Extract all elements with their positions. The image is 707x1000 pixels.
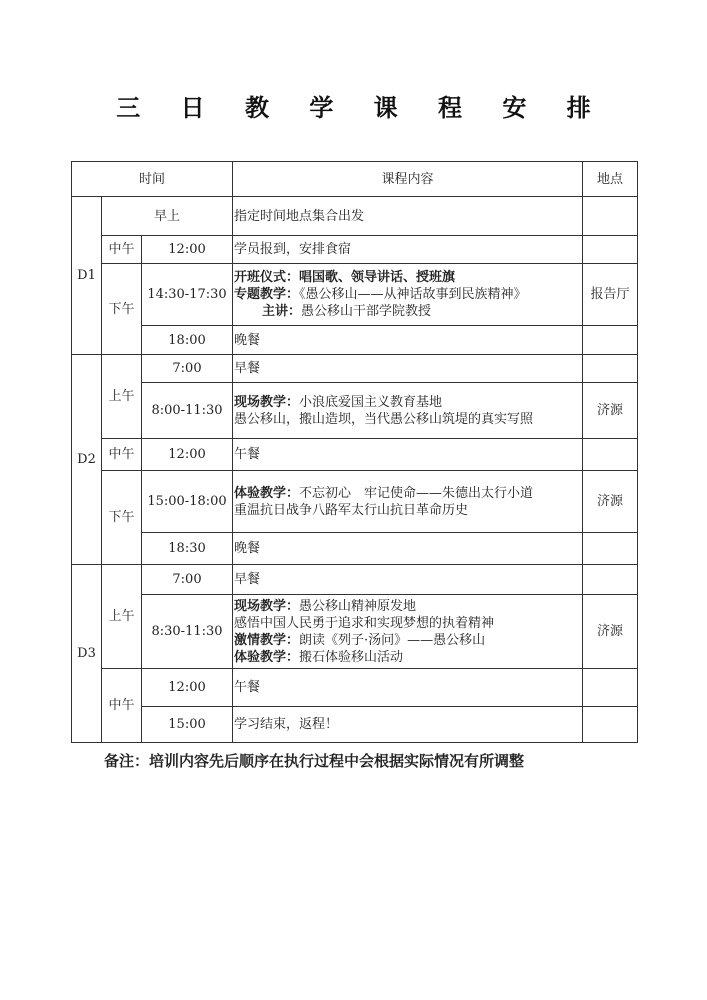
header-time: 时间 [72,162,233,197]
location-cell [583,565,638,595]
table-row [72,326,638,355]
location-cell [583,326,638,355]
table-row [72,595,638,669]
period-cell: 上午 [102,565,142,669]
footnote: 备注：培训内容先后顺序在执行过程中会根据实际情况有所调整 [104,752,525,770]
table-row [72,471,638,533]
header-row [72,162,638,197]
table-row [72,669,638,707]
day-label: D3 [72,565,102,743]
period-cell: 下午 [102,264,142,355]
content-cell [233,264,583,326]
content-text: 愚公移山，搬山造坝，当代愚公移山筑堤的真实写照 [234,411,534,427]
header-content: 课程内容 [233,162,583,197]
period-cell: 上午 [102,355,142,439]
content-text: 重温抗日战争八路军太行山抗日革命历史 [234,502,469,518]
time-cell: 12:00 [142,236,233,264]
location-cell: 济源 [583,595,638,669]
period-cell: 中午 [102,236,142,264]
content-text: 不忘初心 牢记使命——朱德出太行小道 [299,485,534,501]
time-cell: 15:00-18:00 [142,471,233,533]
table-row [72,197,638,236]
location-cell: 济源 [583,471,638,533]
location-cell [583,669,638,707]
table-row [72,236,638,264]
content-label: 主讲： [262,304,302,319]
table-row [72,439,638,471]
content-text: 搬石体验移山活动 [299,649,404,665]
content-text: 朗读《列子·汤问》——愚公移山 [299,632,486,648]
location-cell: 济源 [583,383,638,439]
time-cell: 14:30-17:30 [142,264,233,326]
content-cell: 晚餐 [233,326,583,355]
content-cell: 午餐 [233,669,583,707]
content-label: 开班仪式： [234,270,300,285]
period-cell: 下午 [102,471,142,565]
time-cell: 7:00 [142,565,233,595]
location-cell [583,197,638,236]
time-cell: 12:00 [142,439,233,471]
period-cell: 中午 [102,669,142,743]
period-cell: 早上 [102,197,233,236]
table-row [72,264,638,326]
schedule-table [71,161,638,743]
location-cell [583,355,638,383]
content-text: 感悟中国人民勇于追求和实现梦想的执着精神 [234,615,495,631]
time-cell: 15:00 [142,707,233,743]
time-cell: 12:00 [142,669,233,707]
content-cell [233,471,583,533]
content-label: 体验教学： [234,649,300,665]
location-cell [583,533,638,565]
location-cell [583,236,638,264]
content-cell: 午餐 [233,439,583,471]
content-cell: 早餐 [233,565,583,595]
content-cell: 学员报到，安排食宿 [233,236,583,264]
content-cell: 早餐 [233,355,583,383]
content-cell [233,595,583,669]
content-cell [233,383,583,439]
location-cell [583,707,638,743]
location-cell [583,439,638,471]
time-cell: 8:00-11:30 [142,383,233,439]
time-cell: 18:30 [142,533,233,565]
content-label: 专题教学： [234,287,300,302]
table-row [72,707,638,743]
content-text: 唱国歌、领导讲话、授班旗 [299,270,456,285]
table-row [72,383,638,439]
content-text: 《愚公移山——从神话故事到民族精神》 [299,287,527,302]
content-cell: 晚餐 [233,533,583,565]
table-row [72,565,638,595]
time-cell: 7:00 [142,355,233,383]
table-row [72,355,638,383]
content-label: 现场教学： [234,394,300,410]
day-label: D1 [72,197,102,355]
time-cell: 18:00 [142,326,233,355]
page-title: 三 日 教 学 课 程 安 排 [116,94,607,122]
content-text: 愚公移山干部学院教授 [301,304,432,319]
table-row [72,533,638,565]
content-label: 体验教学： [234,485,300,501]
period-cell: 中午 [102,439,142,471]
header-location: 地点 [583,162,638,197]
content-label: 激情教学： [234,632,300,648]
content-label: 现场教学： [234,598,300,614]
content-text: 愚公移山精神原发地 [299,598,417,614]
location-cell: 报告厅 [583,264,638,326]
content-text: 小浪底爱国主义教育基地 [299,394,443,410]
content-cell: 指定时间地点集合出发 [233,197,583,236]
content-cell: 学习结束，返程！ [233,707,583,743]
time-cell: 8:30-11:30 [142,595,233,669]
day-label: D2 [72,355,102,565]
